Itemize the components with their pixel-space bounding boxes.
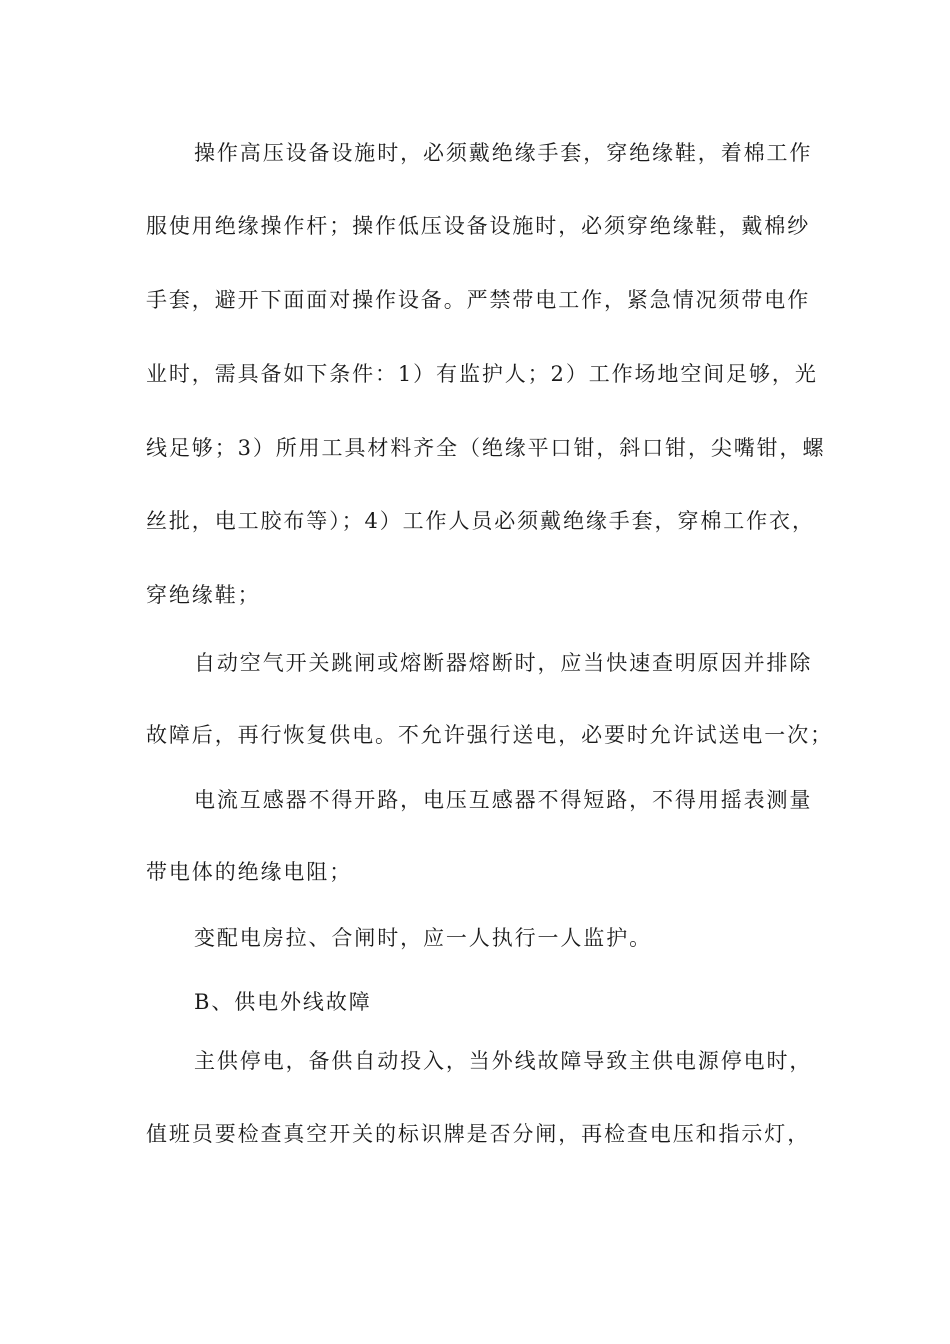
paragraph-line: 自动空气开关跳闸或熔断器熔断时，应当快速查明原因并排除 (194, 651, 813, 675)
paragraph-line: 丝批，电工胶布等）；4）工作人员必须戴绝缘手套，穿棉工作衣， (146, 509, 815, 533)
paragraph-line: 带电体的绝缘电阻； (146, 860, 353, 884)
paragraph-line: 故障后，再行恢复供电。不允许强行送电，必要时允许试送电一次； (146, 723, 833, 747)
paragraph-line: 值班员要检查真空开关的标识牌是否分闸，再检查电压和指示灯， (146, 1122, 811, 1146)
paragraph-line: 服使用绝缘操作杆；操作低压设备设施时，必须穿绝缘鞋，戴棉纱 (146, 214, 811, 238)
paragraph-line: 主供停电，备供自动投入，当外线故障导致主供电源停电时， (194, 1049, 813, 1073)
paragraph-line: 变配电房拉、合闸时，应一人执行一人监护。 (194, 926, 652, 950)
paragraph-line: 穿绝缘鞋； (146, 583, 261, 607)
paragraph-line: 业时，需具备如下条件：1）有监护人；2）工作场地空间足够，光 (146, 362, 818, 386)
section-heading: B、供电外线故障 (194, 990, 372, 1014)
paragraph-line: 线足够；3）所用工具材料齐全（绝缘平口钳，斜口钳，尖嘴钳，螺 (146, 436, 826, 460)
paragraph-line: 电流互感器不得开路，电压互感器不得短路，不得用摇表测量 (194, 788, 813, 812)
paragraph-line: 手套，避开下面面对操作设备。严禁带电工作，紧急情况须带电作 (146, 288, 811, 312)
paragraph-line: 操作高压设备设施时，必须戴绝缘手套，穿绝缘鞋，着棉工作 (194, 141, 813, 165)
